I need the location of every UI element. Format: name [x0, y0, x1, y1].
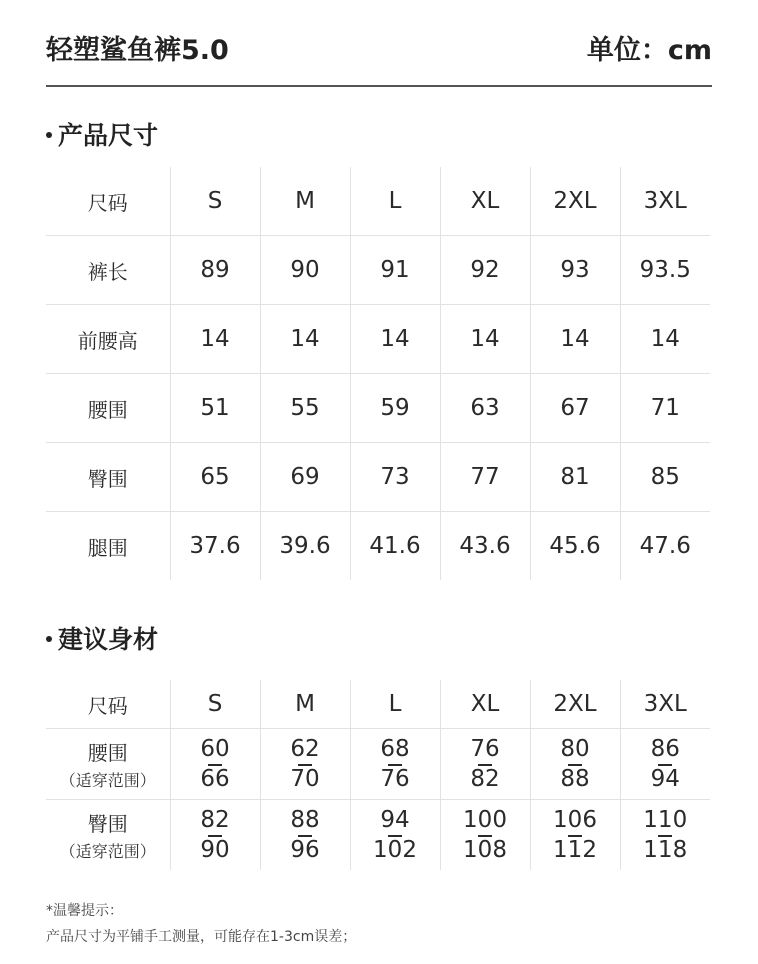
size-header-cell: S	[170, 680, 260, 729]
range-max: 94	[650, 766, 680, 792]
table-cell: 14	[350, 305, 440, 374]
table-cell: 93	[530, 236, 620, 305]
header	[46, 28, 712, 68]
table-row	[46, 800, 710, 871]
bullet-icon	[46, 636, 52, 642]
table-cell: 85	[620, 443, 710, 512]
row-label	[46, 800, 170, 871]
table-cell: 89	[170, 236, 260, 305]
range-cell	[170, 729, 260, 800]
table-cell: 65	[170, 443, 260, 512]
size-header-cell: 2XL	[530, 680, 620, 729]
range-min: 106	[553, 807, 597, 833]
range-cell	[440, 800, 530, 871]
table-cell: 59	[350, 374, 440, 443]
table-cell: 63	[440, 374, 530, 443]
range-max: 96	[290, 837, 320, 863]
row-label: 腰围	[46, 374, 170, 443]
range-min: 94	[380, 807, 410, 833]
tip-heading: *温馨提示：	[46, 903, 123, 919]
table-cell: 71	[620, 374, 710, 443]
product-size-table	[46, 167, 710, 580]
range-cell	[620, 800, 710, 871]
range-cell	[260, 729, 350, 800]
table-cell: 69	[260, 443, 350, 512]
row-label-text: 腰围	[87, 741, 128, 765]
table-header-row	[46, 167, 710, 236]
table-row	[46, 236, 710, 305]
size-header-cell: M	[260, 680, 350, 729]
size-header-cell: L	[350, 167, 440, 236]
table-cell: 55	[260, 374, 350, 443]
size-header-cell: 2XL	[530, 167, 620, 236]
header-divider	[46, 85, 712, 87]
table-cell: 91	[350, 236, 440, 305]
unit-label: 单位：cm	[586, 35, 712, 66]
section-recommended-body-title	[46, 620, 158, 656]
table-cell: 90	[260, 236, 350, 305]
range-cell	[350, 729, 440, 800]
size-label-cell: 尺码	[46, 680, 170, 729]
table-cell: 14	[530, 305, 620, 374]
range-max: 112	[553, 837, 597, 863]
range-min: 62	[290, 736, 320, 762]
range-cell	[170, 800, 260, 871]
bullet-icon	[46, 132, 52, 138]
range-max: 108	[463, 837, 507, 863]
table-cell: 77	[440, 443, 530, 512]
row-label: 前腰高	[46, 305, 170, 374]
range-max: 90	[200, 837, 230, 863]
table-cell: 37.6	[170, 512, 260, 581]
range-cell	[350, 800, 440, 871]
table-cell: 45.6	[530, 512, 620, 581]
range-min: 82	[200, 807, 230, 833]
range-min: 86	[650, 736, 680, 762]
table-row	[46, 305, 710, 374]
table-cell: 39.6	[260, 512, 350, 581]
row-label: 臀围	[46, 443, 170, 512]
row-label: 裤长	[46, 236, 170, 305]
range-cell	[440, 729, 530, 800]
size-header-cell: M	[260, 167, 350, 236]
size-header-cell: L	[350, 680, 440, 729]
table-row	[46, 729, 710, 800]
range-max: 76	[380, 766, 410, 792]
size-header-cell: XL	[440, 167, 530, 236]
table-cell: 14	[170, 305, 260, 374]
table-row	[46, 443, 710, 512]
table-cell: 47.6	[620, 512, 710, 581]
section-title-text: 建议身材	[58, 625, 159, 654]
size-header-cell: 3XL	[620, 680, 710, 729]
size-header-cell: 3XL	[620, 167, 710, 236]
range-max: 88	[560, 766, 590, 792]
table-cell: 14	[620, 305, 710, 374]
table-cell: 93.5	[620, 236, 710, 305]
row-sublabel: （适穿范围）	[59, 842, 156, 861]
section-title-text: 产品尺寸	[58, 121, 159, 150]
range-cell	[620, 729, 710, 800]
tip-text: 产品尺寸为平铺手工测量，可能存在1-3cm误差；	[46, 929, 357, 945]
table-cell: 73	[350, 443, 440, 512]
range-min: 100	[463, 807, 507, 833]
range-min: 68	[380, 736, 410, 762]
table-cell: 14	[260, 305, 350, 374]
table-cell: 14	[440, 305, 530, 374]
range-max: 82	[470, 766, 500, 792]
table-row	[46, 512, 710, 581]
recommended-body-table	[46, 680, 710, 870]
size-header-cell: S	[170, 167, 260, 236]
range-min: 88	[290, 807, 320, 833]
product-title: 轻塑鲨鱼裤5.0	[46, 35, 229, 66]
range-max: 118	[643, 837, 688, 863]
range-cell	[530, 800, 620, 871]
range-max: 66	[200, 766, 230, 792]
table-cell: 92	[440, 236, 530, 305]
size-label-cell: 尺码	[46, 167, 170, 236]
range-min: 60	[200, 736, 230, 762]
table-row	[46, 374, 710, 443]
range-min: 110	[643, 807, 688, 833]
size-header-cell: XL	[440, 680, 530, 729]
range-max: 70	[290, 766, 320, 792]
range-max: 102	[373, 837, 417, 863]
row-sublabel: （适穿范围）	[59, 771, 156, 790]
table-cell: 51	[170, 374, 260, 443]
range-cell	[260, 800, 350, 871]
table-cell: 81	[530, 443, 620, 512]
range-cell	[530, 729, 620, 800]
row-label-text: 臀围	[87, 812, 128, 836]
row-label: 腿围	[87, 535, 128, 560]
table-header-row	[46, 680, 710, 729]
section-product-size-title	[46, 116, 158, 152]
table-cell: 41.6	[350, 512, 440, 581]
range-min: 76	[470, 736, 500, 762]
table-cell: 67	[530, 374, 620, 443]
row-label	[46, 729, 170, 800]
table-cell: 43.6	[440, 512, 530, 581]
range-min: 80	[560, 736, 590, 762]
